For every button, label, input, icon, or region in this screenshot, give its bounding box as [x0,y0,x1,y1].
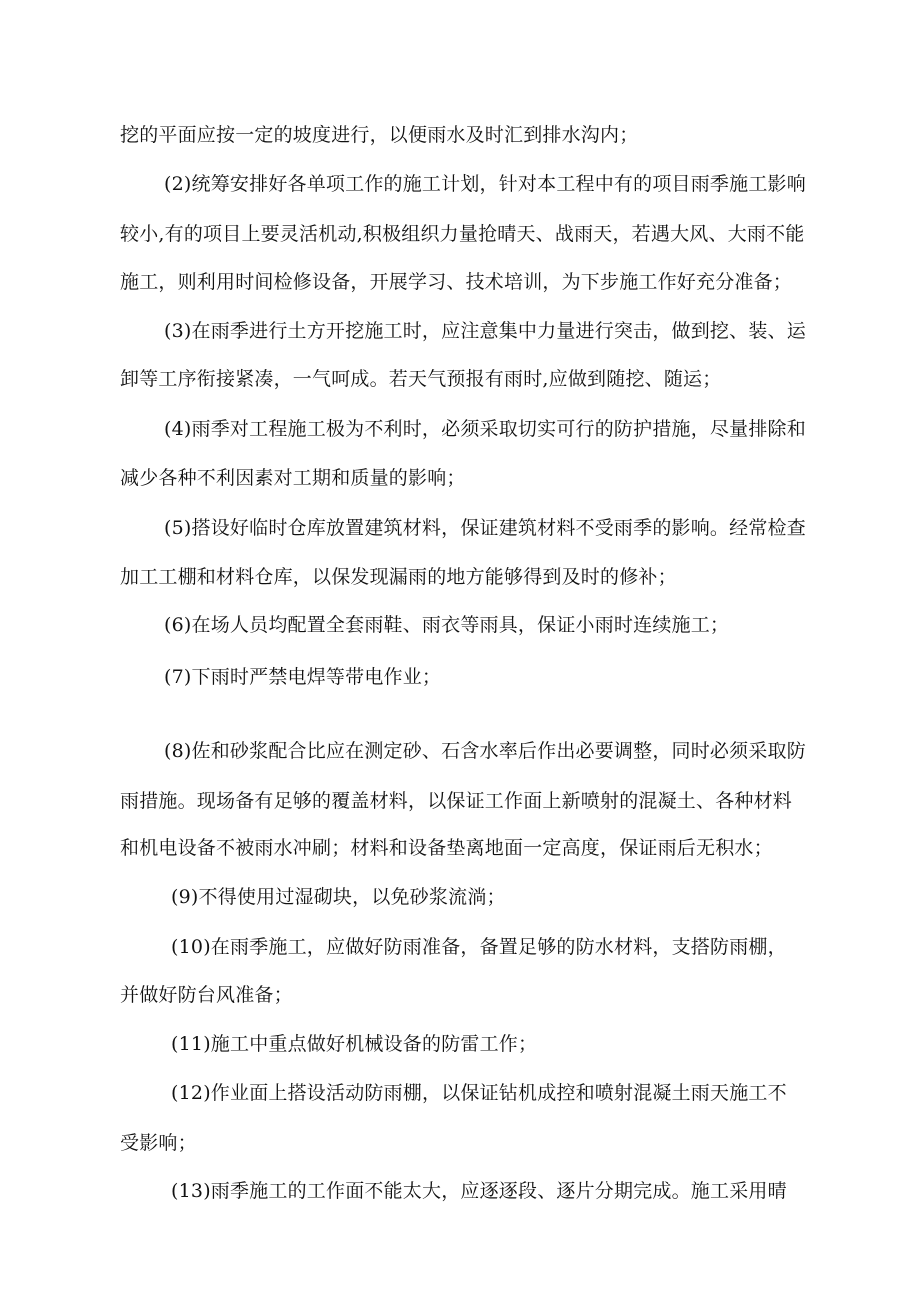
text-line-19: (11)施工中重点做好机械设备的防雷工作； [171,1033,538,1055]
text-line-21: 受影响； [120,1132,197,1154]
text-line-18: 并做好防台风准备； [120,984,293,1006]
text-line-20: (12)作业面上搭设活动防雨棚，以保证钻机成控和喷射混凝土雨天施工不 [171,1082,787,1104]
text-line-9: (5)搭设好临时仓库放置建筑材料，保证建筑材料不受雨季的影响。经常检查 [164,517,806,539]
text-line-12: (7)下雨时严禁电焊等带电作业； [164,666,442,688]
text-line-8: 减少各种不利因素对工期和质量的影响； [120,467,466,489]
text-line-5: (3)在雨季进行土方开挖施工时，应注意集中力量进行突击，做到挖、装、运 [164,320,806,342]
text-line-14: 雨措施。现场备有足够的覆盖材料，以保证工作面上新喷射的混凝土、各种材料 [120,790,793,812]
text-line-4: 施工，则利用时间检修设备，开展学习、技术培训，为下步施工作好充分准备； [120,271,793,293]
text-line-11: (6)在场人员均配置全套雨鞋、雨衣等雨具，保证小雨时连续施工； [164,614,730,636]
text-line-15: 和机电设备不被雨水冲刷；材料和设备垫离地面一定高度，保证雨后无积水； [120,837,773,859]
text-line-1: 挖的平面应按一定的坡度进行，以便雨水及时汇到排水沟内； [120,124,639,146]
text-line-16: (9)不得使用过湿砌块，以免砂浆流淌； [171,886,506,908]
text-line-2: (2)统筹安排好各单项工作的施工计划，针对本工程中有的项目雨季施工影响 [164,173,806,195]
text-line-22: (13)雨季施工的工作面不能太大，应逐逐段、逐片分期完成。施工采用晴 [171,1180,787,1202]
text-line-3: 较小,有的项目上要灵活机动,积极组织力量抢晴天、战雨天，若遇大风、大雨不能 [120,223,805,245]
text-line-17: (10)在雨季施工，应做好防雨准备，备置足够的防水材料，支搭防雨棚， [171,936,787,958]
text-line-13: (8)佐和砂浆配合比应在测定砂、石含水率后作出必要调整，同时必须采取防 [164,740,806,762]
text-line-7: (4)雨季对工程施工极为不利时，必须采取切实可行的防护措施，尽量排除和 [164,418,806,440]
text-line-6: 卸等工序衔接紧凑，一气呵成。若天气预报有雨时,应做到随挖、随运； [120,368,722,390]
text-line-10: 加工工棚和材料仓库，以保发现漏雨的地方能够得到及时的修补； [120,566,677,588]
